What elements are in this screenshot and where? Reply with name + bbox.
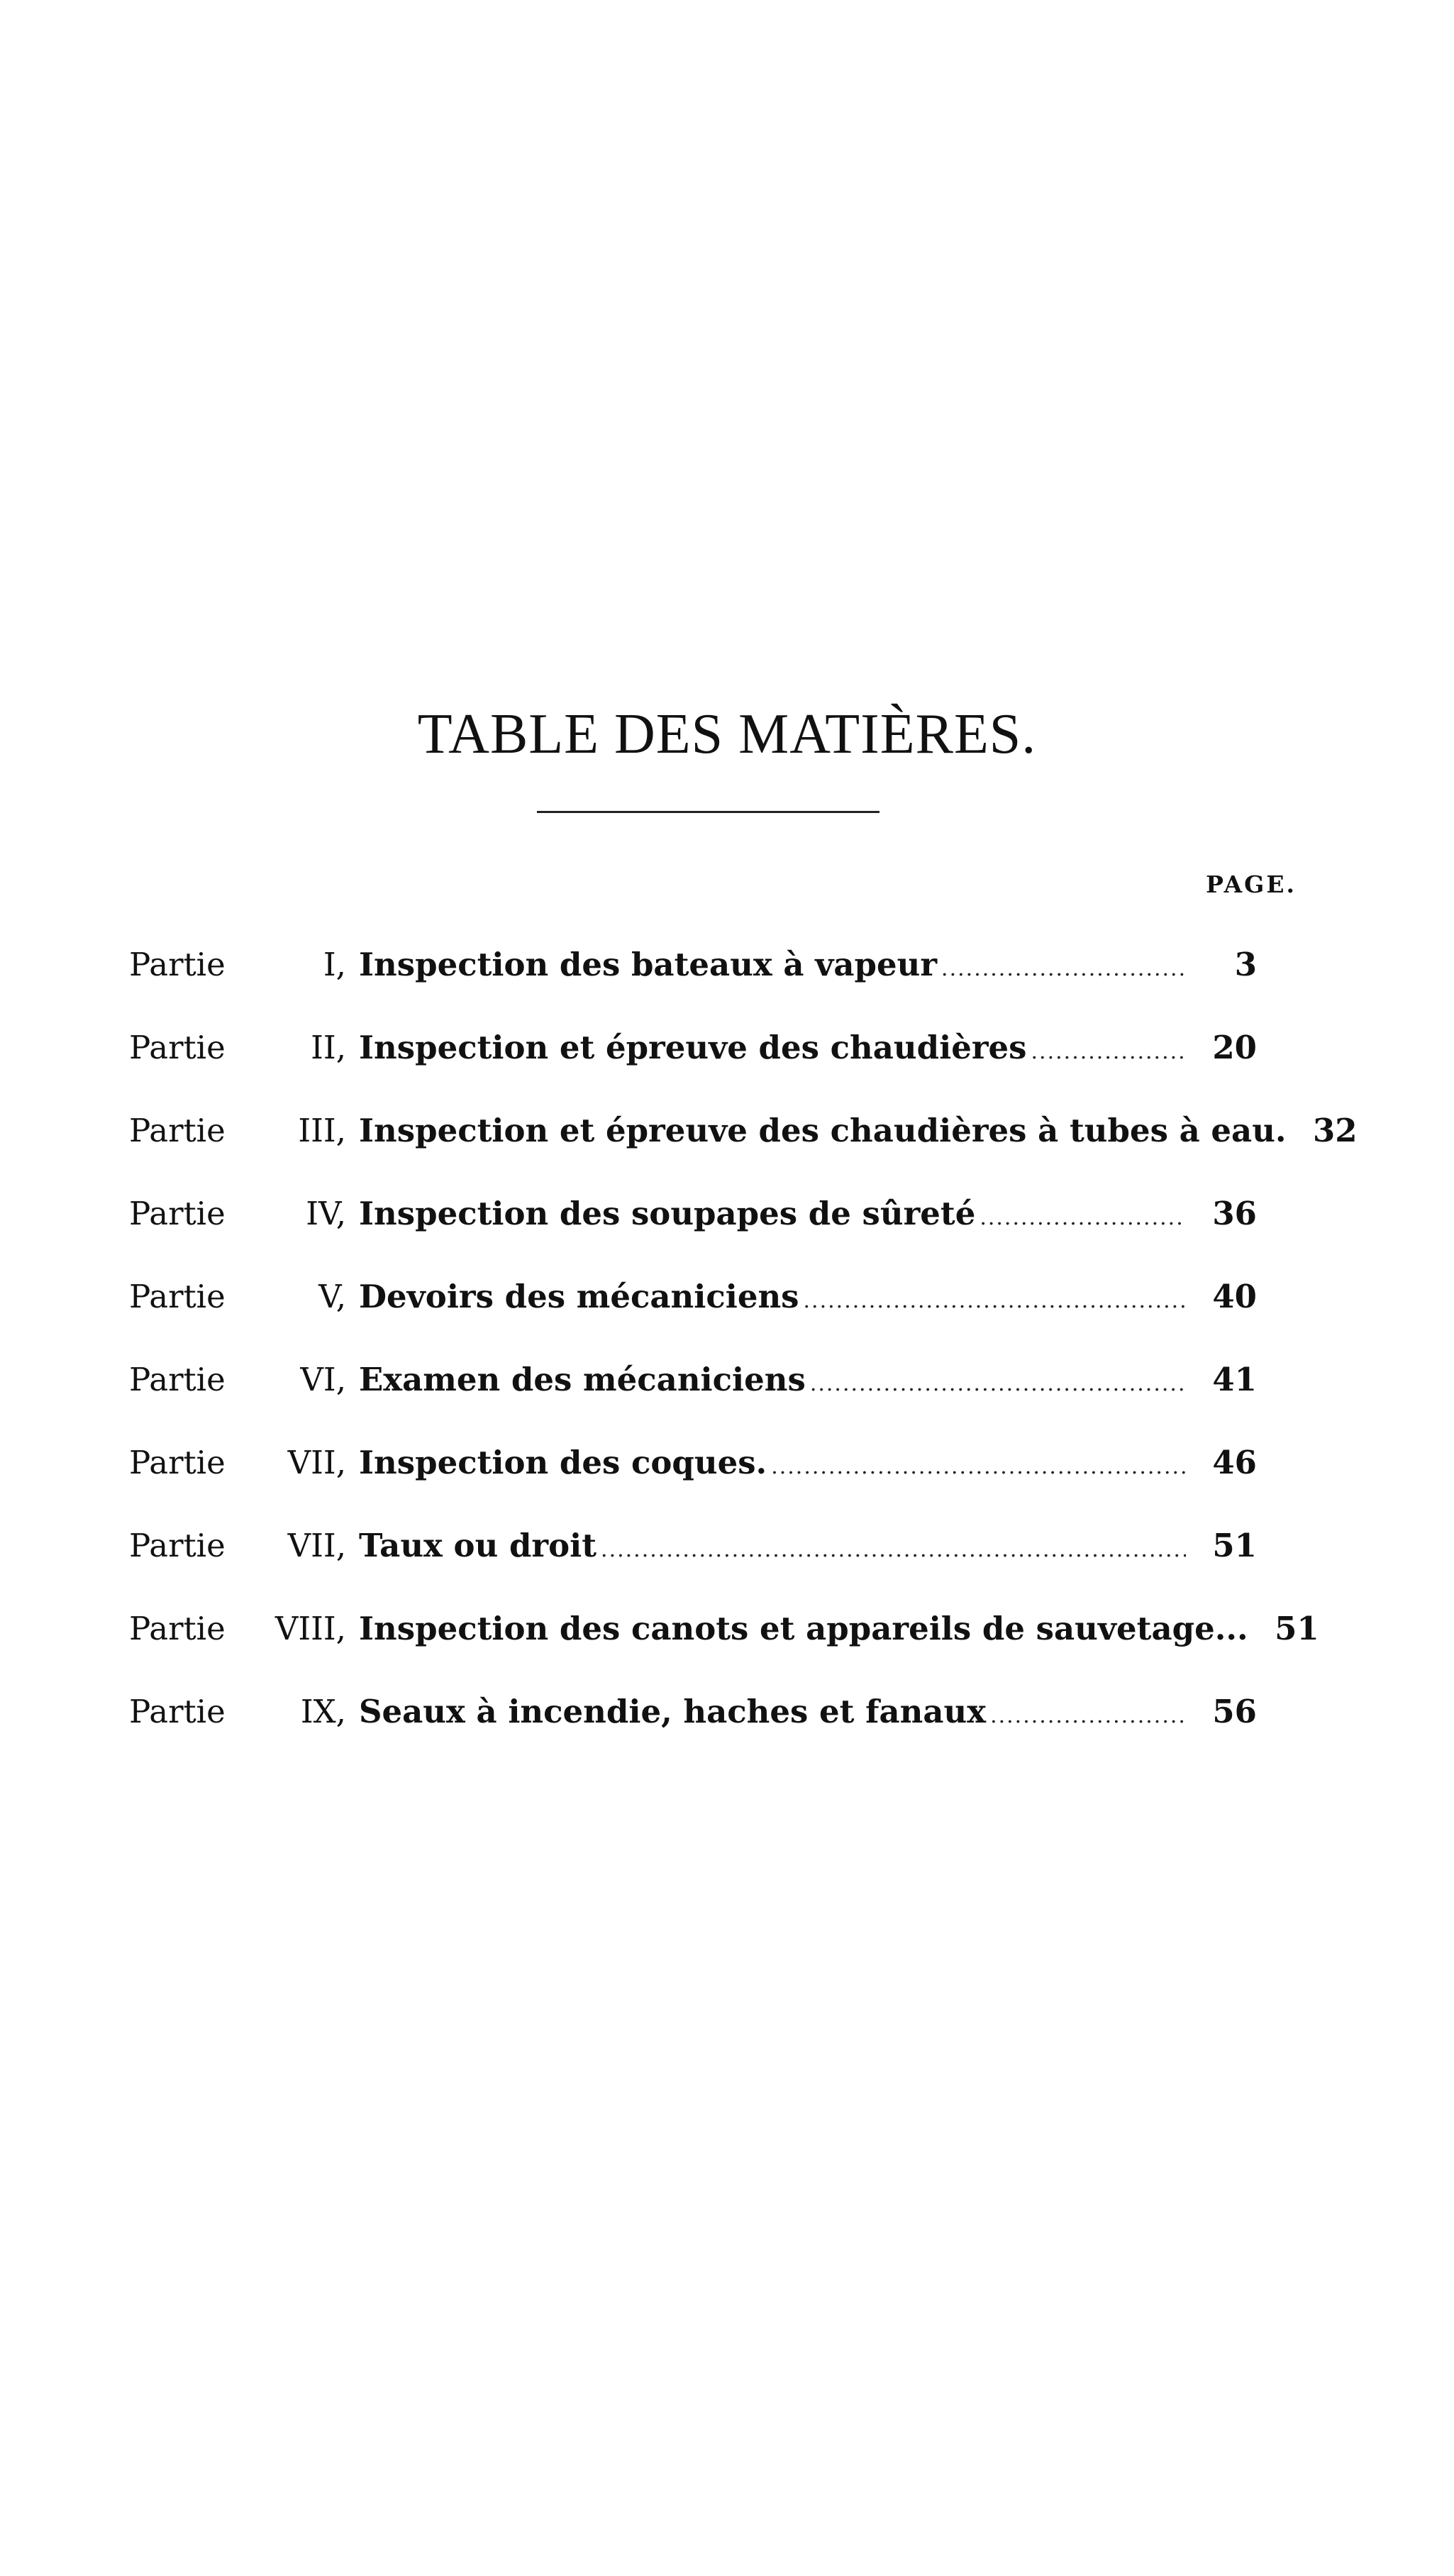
toc-entry-page: 32 xyxy=(1312,1112,1358,1149)
toc-entry[interactable] xyxy=(129,944,1271,1027)
toc-entry[interactable] xyxy=(129,1193,1271,1276)
toc-entry-numeral: III, xyxy=(298,1112,346,1149)
toc-entry-numeral: VII, xyxy=(287,1527,346,1564)
toc-entry[interactable] xyxy=(129,1027,1271,1110)
toc-leader-dots xyxy=(767,1446,1186,1488)
toc-entry-numeral: I, xyxy=(323,946,346,983)
toc-entry-title: Examen des mécaniciens xyxy=(359,1361,806,1398)
toc-entry-label: Partie xyxy=(129,1610,226,1647)
toc-entry-title: Inspection des soupapes de sûreté xyxy=(359,1195,976,1232)
toc-entry-title: Taux ou droit xyxy=(359,1527,597,1564)
toc-leader-dots xyxy=(975,1197,1186,1239)
table-of-contents xyxy=(129,944,1358,1774)
title-rule xyxy=(537,811,879,813)
toc-entry-numeral: VII, xyxy=(287,1444,346,1481)
toc-entry[interactable] xyxy=(129,1276,1271,1359)
toc-entry-title: Inspection des canots et appareils de sauvetage... xyxy=(359,1610,1248,1647)
toc-entry-numeral: VI, xyxy=(300,1361,346,1398)
toc-entry-title: Inspection des coques. xyxy=(359,1444,767,1481)
toc-entry-page: 46 xyxy=(1212,1444,1257,1481)
toc-entry-page: 41 xyxy=(1212,1361,1257,1398)
toc-entry-label: Partie xyxy=(129,1444,226,1481)
toc-entry[interactable] xyxy=(129,1110,1358,1193)
toc-entry-title: Inspection et épreuve des chaudières xyxy=(359,1029,1027,1066)
toc-entry-numeral: IV, xyxy=(306,1195,346,1232)
toc-entry-page: 3 xyxy=(1234,946,1257,983)
toc-entry[interactable] xyxy=(129,1442,1271,1525)
toc-entry-page: 51 xyxy=(1275,1610,1319,1647)
toc-entry-title: Inspection des bateaux à vapeur xyxy=(359,946,938,983)
toc-entry-label: Partie xyxy=(129,1195,226,1232)
toc-leader-dots xyxy=(1027,1031,1186,1073)
toc-entry-label: Partie xyxy=(129,1029,226,1066)
toc-entry[interactable] xyxy=(129,1608,1319,1691)
toc-entry-numeral: IX, xyxy=(300,1693,346,1730)
toc-entry-page: 51 xyxy=(1212,1527,1257,1564)
toc-entry-numeral: VIII, xyxy=(274,1610,346,1647)
toc-leader-dots xyxy=(806,1363,1186,1405)
toc-entry-page: 36 xyxy=(1212,1195,1257,1232)
toc-entry[interactable] xyxy=(129,1691,1271,1774)
toc-entry-title: Devoirs des mécaniciens xyxy=(359,1278,799,1315)
toc-entry-title: Seaux à incendie, haches et fanaux xyxy=(359,1693,987,1730)
toc-entry-label: Partie xyxy=(129,1693,226,1730)
toc-entry[interactable] xyxy=(129,1359,1271,1442)
toc-entry-label: Partie xyxy=(129,946,226,983)
toc-leader-dots xyxy=(937,948,1186,990)
toc-entry[interactable] xyxy=(129,1525,1271,1608)
toc-entry-title: Inspection et épreuve des chaudières à tubes à eau. xyxy=(359,1112,1287,1149)
toc-entry-numeral: V, xyxy=(318,1278,346,1315)
toc-entry-page: 56 xyxy=(1212,1693,1257,1730)
page-column-header: PAGE. xyxy=(1206,870,1297,898)
toc-entry-label: Partie xyxy=(129,1112,226,1149)
toc-leader-dots xyxy=(596,1529,1186,1571)
page-title: TABLE DES MATIÈRES. xyxy=(417,703,1037,765)
toc-entry-page: 40 xyxy=(1212,1278,1257,1315)
toc-entry-label: Partie xyxy=(129,1527,226,1564)
toc-entry-label: Partie xyxy=(129,1278,226,1315)
toc-entry-page: 20 xyxy=(1212,1029,1257,1066)
toc-entry-numeral: II, xyxy=(311,1029,346,1066)
toc-entry-label: Partie xyxy=(129,1361,226,1398)
toc-leader-dots xyxy=(986,1695,1186,1737)
toc-leader-dots xyxy=(799,1280,1186,1322)
